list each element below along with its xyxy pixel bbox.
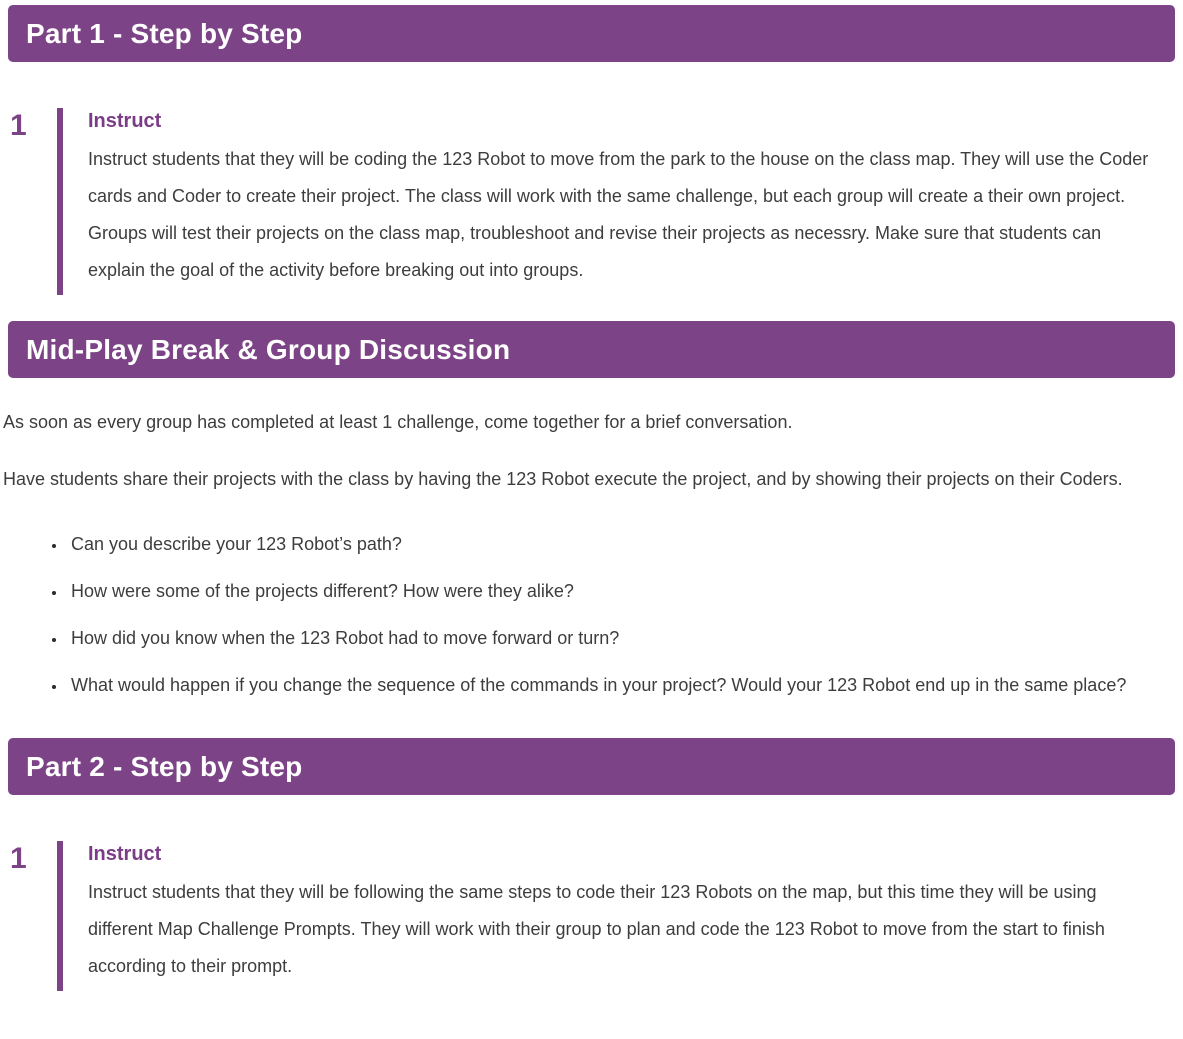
midplay-header-title: Mid-Play Break & Group Discussion (26, 333, 511, 365)
midplay-header-banner (8, 321, 1175, 378)
discussion-question: • What would happen if you change the sequence of the commands in your project? Would your 123 Robot end up in the same place? (67, 667, 1163, 704)
step-number: 1 (10, 842, 27, 875)
discussion-question-list (3, 526, 1163, 704)
part2-step-1 (0, 841, 1183, 991)
step-content (88, 841, 1183, 991)
midplay-paragraph-1: As soon as every group has completed at least 1 challenge, come together for a brief conversation. (3, 412, 793, 432)
step-accent-bar (57, 108, 63, 295)
discussion-question: • Can you describe your 123 Robot’s path? (67, 526, 1163, 563)
part2-header-title: Part 2 - Step by Step (26, 750, 303, 782)
part1-header-title: Part 1 - Step by Step (26, 17, 303, 49)
midplay-paragraph-2: Have students share their projects with the class by having the 123 Robot execute the project, and by showing their projects on their Coders. (3, 469, 1123, 489)
step-title: Instruct (88, 843, 162, 865)
discussion-question: • How were some of the projects different? How were they alike? (67, 573, 1163, 610)
part1-step-1 (0, 108, 1183, 295)
part2-header-banner (8, 738, 1175, 795)
part1-header-banner (8, 5, 1175, 62)
midplay-section-body (0, 378, 1183, 738)
step-number: 1 (10, 109, 27, 142)
step-accent-bar (57, 841, 63, 991)
step-content (88, 108, 1183, 295)
discussion-question: • How did you know when the 123 Robot had to move forward or turn? (67, 620, 1163, 657)
step-title: Instruct (88, 110, 162, 132)
step-body-text: Instruct students that they will be following the same steps to code their 123 Robots on the map, but this time they will be using different Map Challenge Prompts. They will work with their group to plan and code the 123 Robot to move from the start to finish according to their prompt. (88, 882, 1105, 976)
step-body-text: Instruct students that they will be coding the 123 Robot to move from the park to the house on the class map. They will use the Coder cards and Coder to create their project. The class will work with the same challenge, but each group will create a their own project. Groups will test their projects on the class map, troubleshoot and revise their projects as necessry. Make sure that students can explain the goal of the activity before breaking out into groups. (88, 149, 1149, 280)
